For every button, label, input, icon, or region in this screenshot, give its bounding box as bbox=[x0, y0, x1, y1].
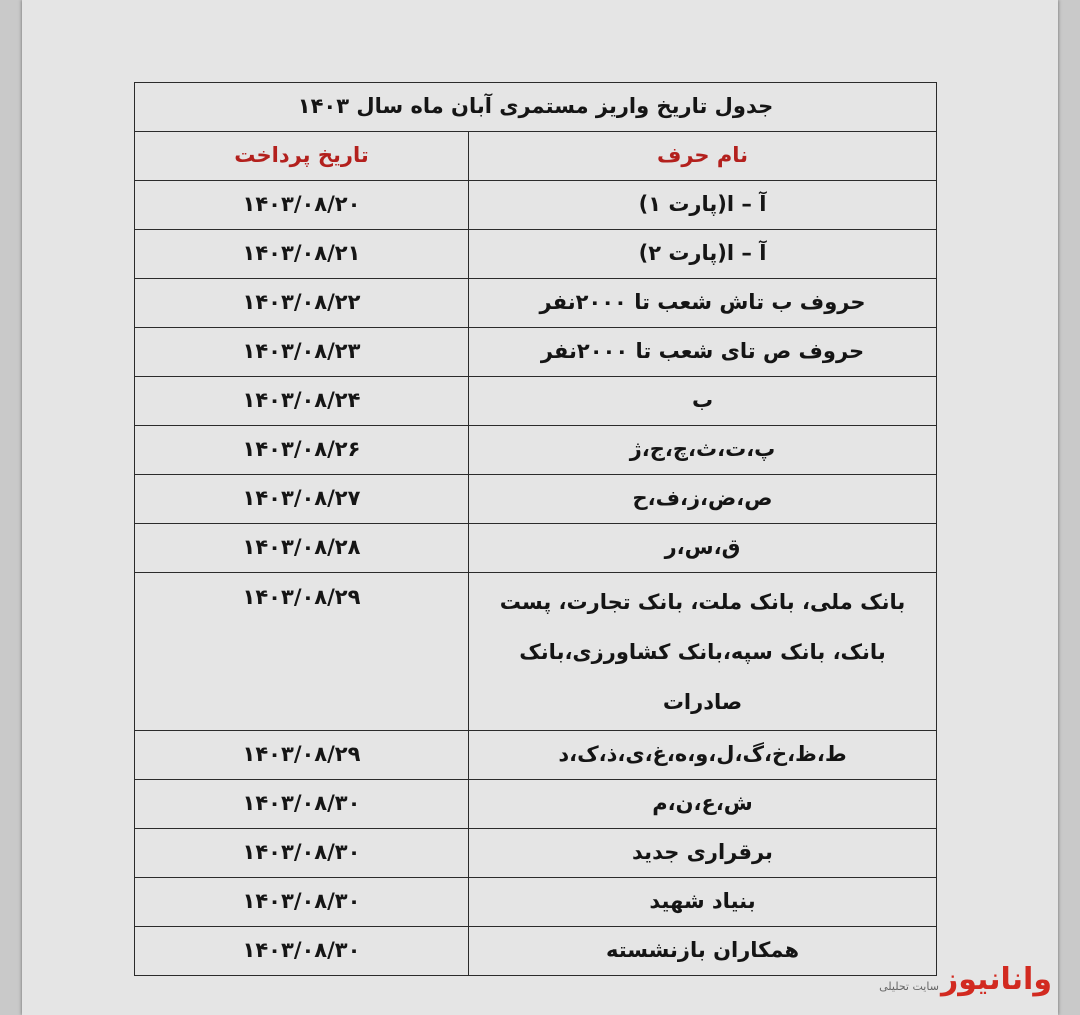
row-name: آ – ا(پارت ۱) bbox=[469, 181, 937, 230]
row-date: ۱۴۰۳/۰۸/۲۸ bbox=[135, 524, 469, 573]
table-title: جدول تاریخ واریز مستمری آبان ماه سال ۱۴۰۳ bbox=[135, 83, 937, 132]
table-title-row bbox=[135, 83, 937, 132]
row-date: ۱۴۰۳/۰۸/۲۲ bbox=[135, 279, 469, 328]
row-date: ۱۴۰۳/۰۸/۳۰ bbox=[135, 829, 469, 878]
table-row bbox=[135, 927, 937, 976]
table-header-row bbox=[135, 132, 937, 181]
table-row bbox=[135, 475, 937, 524]
table-row bbox=[135, 328, 937, 377]
table-row bbox=[135, 731, 937, 780]
table-row bbox=[135, 878, 937, 927]
row-date: ۱۴۰۳/۰۸/۳۰ bbox=[135, 780, 469, 829]
row-name: ش،ع،ن،م bbox=[469, 780, 937, 829]
row-date: ۱۴۰۳/۰۸/۲۷ bbox=[135, 475, 469, 524]
row-name: بنیاد شهید bbox=[469, 878, 937, 927]
watermark-subtitle: سایت تحلیلی bbox=[879, 980, 939, 993]
table-row bbox=[135, 829, 937, 878]
table-row bbox=[135, 279, 937, 328]
row-date: ۱۴۰۳/۰۸/۳۰ bbox=[135, 878, 469, 927]
table-row bbox=[135, 524, 937, 573]
header-date: تاریخ پرداخت bbox=[135, 132, 469, 181]
table-row bbox=[135, 181, 937, 230]
table-row bbox=[135, 230, 937, 279]
row-date: ۱۴۰۳/۰۸/۲۳ bbox=[135, 328, 469, 377]
payment-schedule-table bbox=[134, 82, 937, 976]
row-date: ۱۴۰۳/۰۸/۲۹ bbox=[135, 573, 469, 731]
row-name: بانک ملی، بانک ملت، بانک تجارت، پست بانک، بانک سپه،بانک کشاورزی،بانک صادرات bbox=[469, 573, 937, 731]
row-name: ق،س،ر bbox=[469, 524, 937, 573]
row-date: ۱۴۰۳/۰۸/۲۴ bbox=[135, 377, 469, 426]
table-row bbox=[135, 573, 937, 731]
row-date: ۱۴۰۳/۰۸/۲۰ bbox=[135, 181, 469, 230]
table-row bbox=[135, 780, 937, 829]
row-date: ۱۴۰۳/۰۸/۳۰ bbox=[135, 927, 469, 976]
row-name: آ – ا(پارت ۲) bbox=[469, 230, 937, 279]
table-row bbox=[135, 377, 937, 426]
row-name: برقراری جدید bbox=[469, 829, 937, 878]
row-date: ۱۴۰۳/۰۸/۲۱ bbox=[135, 230, 469, 279]
row-name: همکاران بازنشسته bbox=[469, 927, 937, 976]
row-name: پ،ت،ث،چ،ج،ژ bbox=[469, 426, 937, 475]
row-name: ص،ض،ز،ف،ح bbox=[469, 475, 937, 524]
watermark-logo: وانانیوز bbox=[940, 962, 1052, 997]
watermark bbox=[879, 962, 1052, 997]
header-name: نام حرف bbox=[469, 132, 937, 181]
row-date: ۱۴۰۳/۰۸/۲۶ bbox=[135, 426, 469, 475]
table-row bbox=[135, 426, 937, 475]
row-date: ۱۴۰۳/۰۸/۲۹ bbox=[135, 731, 469, 780]
row-name: حروف ص تای شعب تا ۲۰۰۰نفر bbox=[469, 328, 937, 377]
row-name: ب bbox=[469, 377, 937, 426]
row-name: حروف ب تاش شعب تا ۲۰۰۰نفر bbox=[469, 279, 937, 328]
row-name: ط،ظ،خ،گ،ل،و،ه،غ،ی،ذ،ک،د bbox=[469, 731, 937, 780]
